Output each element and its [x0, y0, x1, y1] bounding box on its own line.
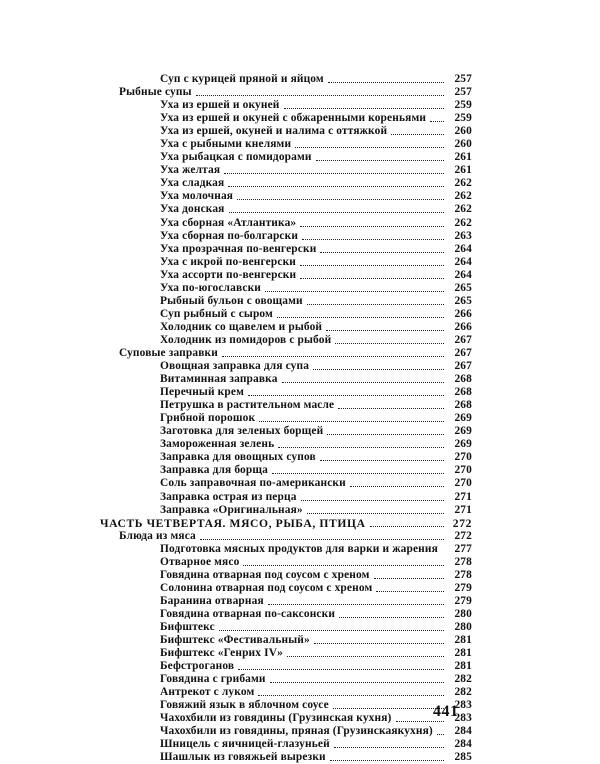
toc-entry-title: Рыбный бульон с овощами: [160, 294, 303, 307]
toc-entry-page: 278: [454, 555, 472, 568]
dot-leader: [277, 317, 444, 318]
toc-entry: [100, 569, 472, 582]
toc-entry-title: Холодник из помидоров с рыбой: [160, 333, 332, 346]
toc-entry: [100, 373, 472, 386]
toc-entry: [100, 282, 472, 295]
toc-entry-page: 260: [454, 125, 472, 138]
dot-leader: [222, 356, 444, 357]
toc-entry-page: 269: [454, 412, 472, 425]
toc-entry-page: 270: [454, 451, 472, 464]
dot-leader: [430, 121, 444, 122]
toc-entry-page: 262: [454, 190, 472, 203]
toc-entry: [100, 99, 472, 112]
toc-entry-title: Говядина с грибами: [160, 673, 266, 686]
toc-entry-page: 281: [454, 647, 472, 660]
dot-leader: [228, 186, 444, 187]
toc-entry: [100, 621, 472, 634]
toc-entry: [100, 673, 472, 686]
toc-entry: [100, 595, 472, 608]
toc-entry-title: Перечный крем: [160, 386, 244, 399]
toc-entry-page: 264: [454, 268, 472, 281]
toc-entry-title: Овощная заправка для супа: [160, 360, 310, 373]
dot-leader: [287, 656, 444, 657]
toc-entry: [100, 491, 472, 504]
toc-entry-page: 267: [454, 346, 472, 359]
toc-entry-title: Заправка «Оригинальная»: [160, 503, 303, 516]
toc-entry: [100, 73, 472, 86]
toc-entry-page: 268: [454, 386, 472, 399]
toc-entry-title: Уха ассорти по-венгерски: [160, 268, 297, 281]
toc-entry-title: Суп рыбный с сыром: [160, 307, 273, 320]
toc-entry-page: 269: [454, 425, 472, 438]
toc-entry: [100, 451, 472, 464]
toc-entry-page: 281: [454, 660, 472, 673]
toc-entry-page: 262: [454, 177, 472, 190]
dot-leader: [259, 421, 444, 422]
dot-leader: [270, 682, 444, 683]
toc-entry-page: 259: [454, 112, 472, 125]
dot-leader: [282, 382, 444, 383]
toc-entry-title: Заправка для борща: [160, 464, 268, 477]
toc-entry-page: 284: [454, 725, 472, 738]
dot-leader: [313, 369, 444, 370]
toc-entry-page: 278: [454, 568, 472, 581]
dot-leader: [339, 617, 444, 618]
toc-entry-title: Уха сборная по-болгарски: [160, 229, 299, 242]
dot-leader: [229, 212, 444, 213]
dot-leader: [258, 695, 444, 696]
dot-leader: [391, 134, 444, 135]
toc-entry-title: Бефстроганов: [160, 660, 235, 673]
dot-leader: [350, 486, 444, 487]
toc-entry-page: 284: [454, 738, 472, 751]
toc-entry-title: Уха с рыбными кнелями: [160, 138, 292, 151]
toc-entry: [100, 138, 472, 151]
toc-entry-page: 277: [454, 542, 472, 555]
toc-entry: [100, 699, 472, 712]
dot-leader: [300, 226, 444, 227]
dot-leader: [272, 473, 444, 474]
toc-entry: [100, 725, 472, 738]
toc-entry-title: Шницель с яичницей-глазуньей: [160, 738, 330, 751]
toc-part-heading: [100, 517, 472, 530]
dot-leader: [307, 304, 444, 305]
toc-entry-page: 283: [454, 712, 472, 725]
toc-entry-page: 260: [454, 138, 472, 151]
toc-entry-title: Заправка острая из перца: [160, 490, 297, 503]
toc-entry-page: 262: [454, 216, 472, 229]
dot-leader: [314, 643, 444, 644]
toc-entry-title: Соль заправочная по-американски: [160, 477, 346, 490]
dot-leader: [335, 343, 444, 344]
toc-entry-page: 264: [454, 242, 472, 255]
toc-entry: [100, 217, 472, 230]
toc-entry: [100, 256, 472, 269]
toc-entry-page: 257: [454, 73, 472, 85]
toc-entry-page: 281: [454, 634, 472, 647]
toc-entry-title: ЧАСТЬ ЧЕТВЕРТАЯ. МЯСО, РЫБА, ПТИЦА: [100, 516, 366, 530]
toc-entry-title: Холодник со щавелем и рыбой: [160, 320, 323, 333]
toc-entry: [100, 334, 472, 347]
dot-leader: [374, 578, 444, 579]
dot-leader: [268, 604, 444, 605]
toc-entry: [100, 321, 472, 334]
dot-leader: [248, 395, 444, 396]
toc-entry-title: Суп с курицей пряной и яйцом: [160, 73, 324, 85]
dot-leader: [320, 460, 444, 461]
toc-entry-title: Заправка для овощных супов: [160, 451, 316, 464]
dot-leader: [333, 708, 444, 709]
toc-entry-title: Баранина отварная: [160, 594, 264, 607]
toc-entry-title: Петрушка в растительном масле: [160, 399, 335, 412]
toc-entry-page: 268: [454, 373, 472, 386]
toc-entry-title: Уха из ершей и окуней: [160, 99, 280, 112]
toc-entry: [100, 125, 472, 138]
toc-entry-title: Чахохбили из говядины, пряная (Грузинскаякухня): [160, 725, 433, 738]
dot-leader: [330, 760, 444, 761]
toc-entry: [100, 177, 472, 190]
dot-leader: [307, 513, 444, 514]
toc-entry-title: Подготовка мясных продуктов для варки и жарения: [160, 542, 438, 555]
toc-entry: [100, 608, 472, 621]
toc-entry: [100, 151, 472, 164]
toc-entry: [100, 686, 472, 699]
toc-entry-page: 282: [454, 686, 472, 699]
dot-leader: [196, 95, 444, 96]
dot-leader: [243, 565, 444, 566]
toc-entry-page: 279: [454, 581, 472, 594]
toc-entry-page: 266: [454, 320, 472, 333]
toc-entry-page: 270: [454, 477, 472, 490]
dot-leader: [300, 265, 444, 266]
toc-entry: [100, 230, 472, 243]
toc-entry: [100, 660, 472, 673]
dot-leader: [327, 434, 444, 435]
toc-entry-title: Солонина отварная под соусом с хреном: [160, 581, 373, 594]
dot-leader: [200, 539, 444, 540]
toc-entry: [100, 464, 472, 477]
toc-entry-page: 271: [454, 490, 472, 503]
toc-entry-title: Уха рыбацкая с помидорами: [160, 151, 312, 164]
toc-entry-page: 261: [454, 164, 472, 177]
toc-entry-title: Шашлык из говяжьей вырезки: [160, 751, 326, 764]
dot-leader: [265, 291, 444, 292]
toc-entry-title: Уха с икрой по-венгерски: [160, 255, 296, 268]
toc-entry-title: Витаминная заправка: [160, 373, 278, 386]
dot-leader: [300, 278, 444, 279]
toc-entry: [100, 477, 472, 490]
toc-entry-page: 264: [454, 255, 472, 268]
toc-entry: [100, 295, 472, 308]
toc-entry: [100, 543, 472, 556]
toc-entry-title: Заготовка для зеленых борщей: [160, 425, 324, 438]
toc-entry-page: 268: [454, 399, 472, 412]
toc-entry-title: Антрекот с луком: [160, 686, 255, 699]
toc-entry-page: 285: [454, 751, 472, 764]
toc-entry-title: Бифштекс: [160, 620, 215, 633]
toc-entry-title: Говяжий язык в яблочном соусе: [160, 699, 329, 712]
toc-entry: [100, 203, 472, 216]
toc-entry-page: 262: [454, 203, 472, 216]
dot-leader: [278, 447, 444, 448]
toc-entry-page: 270: [454, 464, 472, 477]
toc-entry-title: Говядина отварная по-саксонски: [160, 607, 336, 620]
toc-entry-page: 283: [454, 699, 472, 712]
toc-entry: [100, 582, 472, 595]
toc-entry-page: 272: [452, 516, 472, 530]
toc-section-entry: [100, 530, 472, 543]
dot-leader: [219, 630, 444, 631]
toc-entry-page: 267: [454, 333, 472, 346]
toc-entry-title: Уха из ершей, окуней и налима с оттяжкой: [160, 125, 388, 138]
toc-entry: [100, 112, 472, 125]
toc-entry-title: Уха по-югославски: [160, 281, 262, 294]
dot-leader: [338, 408, 444, 409]
toc-entry-page: 279: [454, 594, 472, 607]
toc-entry: [100, 190, 472, 203]
toc-entry: [100, 243, 472, 256]
table-of-contents: [100, 73, 472, 764]
toc-entry-page: 259: [454, 99, 472, 112]
toc-entry-title: Уха прозрачная по-венгерски: [160, 242, 317, 255]
toc-entry: [100, 164, 472, 177]
toc-entry-title: Чахохбили из говядины (Грузинская кухня): [160, 712, 392, 725]
toc-entry-page: 282: [454, 673, 472, 686]
toc-entry-page: 280: [454, 620, 472, 633]
toc-entry-page: 267: [454, 360, 472, 373]
toc-entry-title: Суповые заправки: [119, 346, 218, 359]
dot-leader: [301, 500, 444, 501]
dot-leader: [328, 82, 444, 83]
toc-entry-title: Уха сборная «Атлантика»: [160, 216, 297, 229]
toc-entry-title: Уха молочная: [160, 190, 234, 203]
dot-leader: [326, 330, 444, 331]
toc-entry-title: Говядина отварная под соусом с хреном: [160, 568, 370, 581]
toc-entry-page: 269: [454, 438, 472, 451]
toc-entry: [100, 399, 472, 412]
toc-entry-title: Рыбные супы: [119, 86, 192, 99]
dot-leader: [320, 252, 444, 253]
toc-entry: [100, 308, 472, 321]
dot-leader: [302, 239, 444, 240]
toc-entry-title: Бифштекс «Фестивальный»: [160, 634, 310, 647]
toc-entry-title: Отварное мясо: [160, 555, 240, 568]
toc-entry-page: 266: [454, 307, 472, 320]
toc-entry-page: 265: [454, 294, 472, 307]
toc-entry: [100, 360, 472, 373]
toc-entry: [100, 504, 472, 517]
toc-entry: [100, 386, 472, 399]
toc-entry-title: Уха донская: [160, 203, 225, 216]
toc-entry: [100, 738, 472, 751]
dot-leader: [370, 526, 444, 527]
toc-entry-page: 263: [454, 229, 472, 242]
toc-entry-page: 261: [454, 151, 472, 164]
toc-entry-page: 280: [454, 607, 472, 620]
page-number: 441: [433, 703, 459, 720]
dot-leader: [224, 173, 444, 174]
toc-section-entry: [100, 347, 472, 360]
toc-entry-title: Уха из ершей и окуней с обжаренными кореньями: [160, 112, 427, 125]
toc-entry: [100, 634, 472, 647]
toc-entry-title: Уха желтая: [160, 164, 221, 177]
toc-entry-page: 271: [454, 503, 472, 516]
dot-leader: [295, 147, 444, 148]
toc-entry: [100, 751, 472, 764]
toc-entry-title: Бифштекс «Генрих IV»: [160, 647, 283, 660]
toc-entry: [100, 712, 472, 725]
toc-entry: [100, 425, 472, 438]
toc-entry-title: Замороженная зелень: [160, 438, 275, 451]
dot-leader: [334, 747, 444, 748]
toc-entry: [100, 269, 472, 282]
dot-leader: [238, 669, 444, 670]
toc-entry-title: Уха сладкая: [160, 177, 225, 190]
dot-leader: [237, 199, 444, 200]
toc-entry-page: 265: [454, 281, 472, 294]
toc-section-entry: [100, 86, 472, 99]
dot-leader: [396, 721, 444, 722]
dot-leader: [437, 734, 444, 735]
dot-leader: [284, 108, 444, 109]
toc-entry: [100, 647, 472, 660]
dot-leader: [316, 160, 444, 161]
toc-entry-page: 257: [454, 86, 472, 99]
toc-entry: [100, 438, 472, 451]
toc-entry-page: 272: [454, 529, 472, 542]
toc-entry: [100, 556, 472, 569]
toc-entry: [100, 412, 472, 425]
toc-entry-title: Грибной порошок: [160, 412, 256, 425]
dot-leader: [376, 591, 444, 592]
toc-entry-title: Блюда из мяса: [119, 529, 196, 542]
